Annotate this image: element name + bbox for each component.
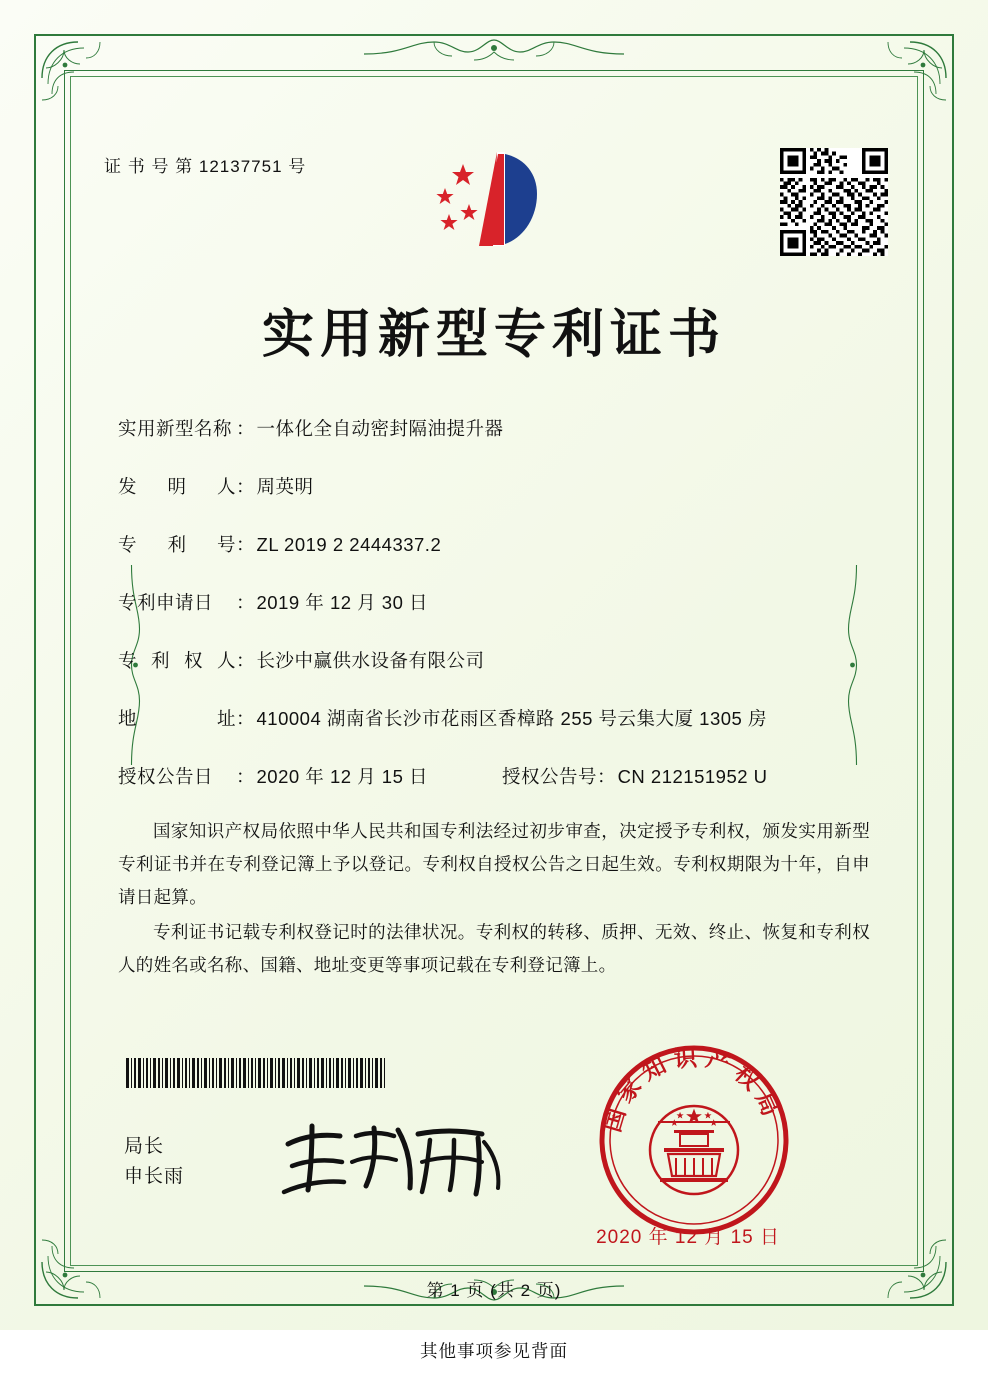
field-row-patentee	[118, 647, 878, 673]
handwritten-signature-icon	[278, 1118, 508, 1204]
field-label	[118, 647, 236, 673]
field-label-part: 明	[167, 476, 187, 497]
field-label-part: 利	[150, 650, 170, 671]
red-official-seal-icon	[596, 1042, 792, 1238]
field-value: 周英明	[256, 476, 314, 497]
qr-code-icon	[780, 148, 888, 256]
field-label-part: 人	[216, 650, 236, 671]
field-colon: ：	[236, 592, 255, 613]
legal-text-block	[118, 815, 870, 984]
back-side-note: 其他事项参见背面	[420, 1341, 568, 1361]
top-edge-ornament-icon	[364, 36, 624, 70]
field-value: ZL 2019 2 2444337.2	[256, 534, 442, 555]
field-row-address	[118, 705, 878, 731]
field-row-application-date	[118, 589, 878, 615]
signature-block	[124, 1132, 184, 1192]
field-row-utility-model-name	[118, 415, 878, 441]
corner-ornament-icon	[38, 38, 112, 112]
field-colon: ：	[236, 534, 255, 555]
field-label: 实用新型名称	[118, 418, 233, 439]
certificate-fields	[118, 415, 878, 815]
field-row-grant-announcement	[118, 763, 878, 789]
page-number: 第 1 页 (共 2 页)	[426, 1281, 562, 1300]
corner-ornament-icon	[876, 38, 950, 112]
field-value-grant-date: 2020 年 12 月 15 日	[256, 766, 429, 787]
certificate-number: 证 书 号 第 12137751 号	[104, 157, 307, 176]
field-colon: ：	[236, 650, 255, 671]
field-label: 专利申请日	[118, 592, 214, 613]
field-label-part: 发	[118, 476, 138, 497]
cnipa-logo-icon	[419, 148, 569, 260]
seal-date: 2020 年 12 月 15 日	[596, 1227, 780, 1248]
field-colon: ：	[236, 418, 255, 439]
field-label-part: 址	[216, 708, 236, 729]
field-colon: ：	[597, 766, 616, 787]
field-label-grant-date: 授权公告日	[118, 766, 214, 787]
field-colon: ：	[236, 766, 255, 787]
field-row-patent-number	[118, 531, 878, 557]
signature-title: 局长	[124, 1136, 165, 1157]
field-value-grant-number: CN 212151952 U	[617, 766, 768, 787]
field-label-part: 权	[183, 650, 203, 671]
legal-paragraph-1: 国家知识产权局依照中华人民共和国专利法经过初步审查，决定授予专利权，颁发实用新型专利证书并在专利登记簿上予以登记。专利权自授权公告之日起生效。专利权期限为十年，自申请日起算。	[118, 821, 870, 907]
svg-text:国家知识产权局: 国家知识产权局	[599, 1045, 787, 1136]
field-colon: ：	[236, 476, 255, 497]
field-label-part: 利	[167, 534, 187, 555]
field-label-part: 专	[118, 650, 138, 671]
field-colon: ：	[236, 708, 255, 729]
field-label-part: 人	[216, 476, 236, 497]
field-label	[118, 531, 236, 557]
field-row-inventor	[118, 473, 878, 499]
barcode-icon	[126, 1058, 388, 1088]
field-value: 410004 湖南省长沙市花雨区香樟路 255 号云集大厦 1305 房	[256, 708, 767, 729]
signature-name: 申长雨	[124, 1166, 185, 1187]
page-title: 实用新型专利证书	[261, 305, 726, 365]
legal-paragraph-2: 专利证书记载专利权登记时的法律状况。专利权的转移、质押、无效、终止、恢复和专利权人的姓名或名称、国籍、地址变更等事项记载在专利登记簿上。	[118, 922, 870, 975]
field-label-part: 专	[118, 534, 138, 555]
field-label-part: 地	[118, 708, 138, 729]
field-label-part: 号	[216, 534, 236, 555]
field-label	[118, 705, 236, 731]
field-value: 长沙中赢供水设备有限公司	[256, 650, 485, 671]
field-label	[118, 473, 236, 499]
field-value: 一体化全自动密封隔油提升器	[256, 418, 504, 439]
field-label-grant-number: 授权公告号	[502, 766, 598, 787]
field-value: 2019 年 12 月 30 日	[256, 592, 429, 613]
